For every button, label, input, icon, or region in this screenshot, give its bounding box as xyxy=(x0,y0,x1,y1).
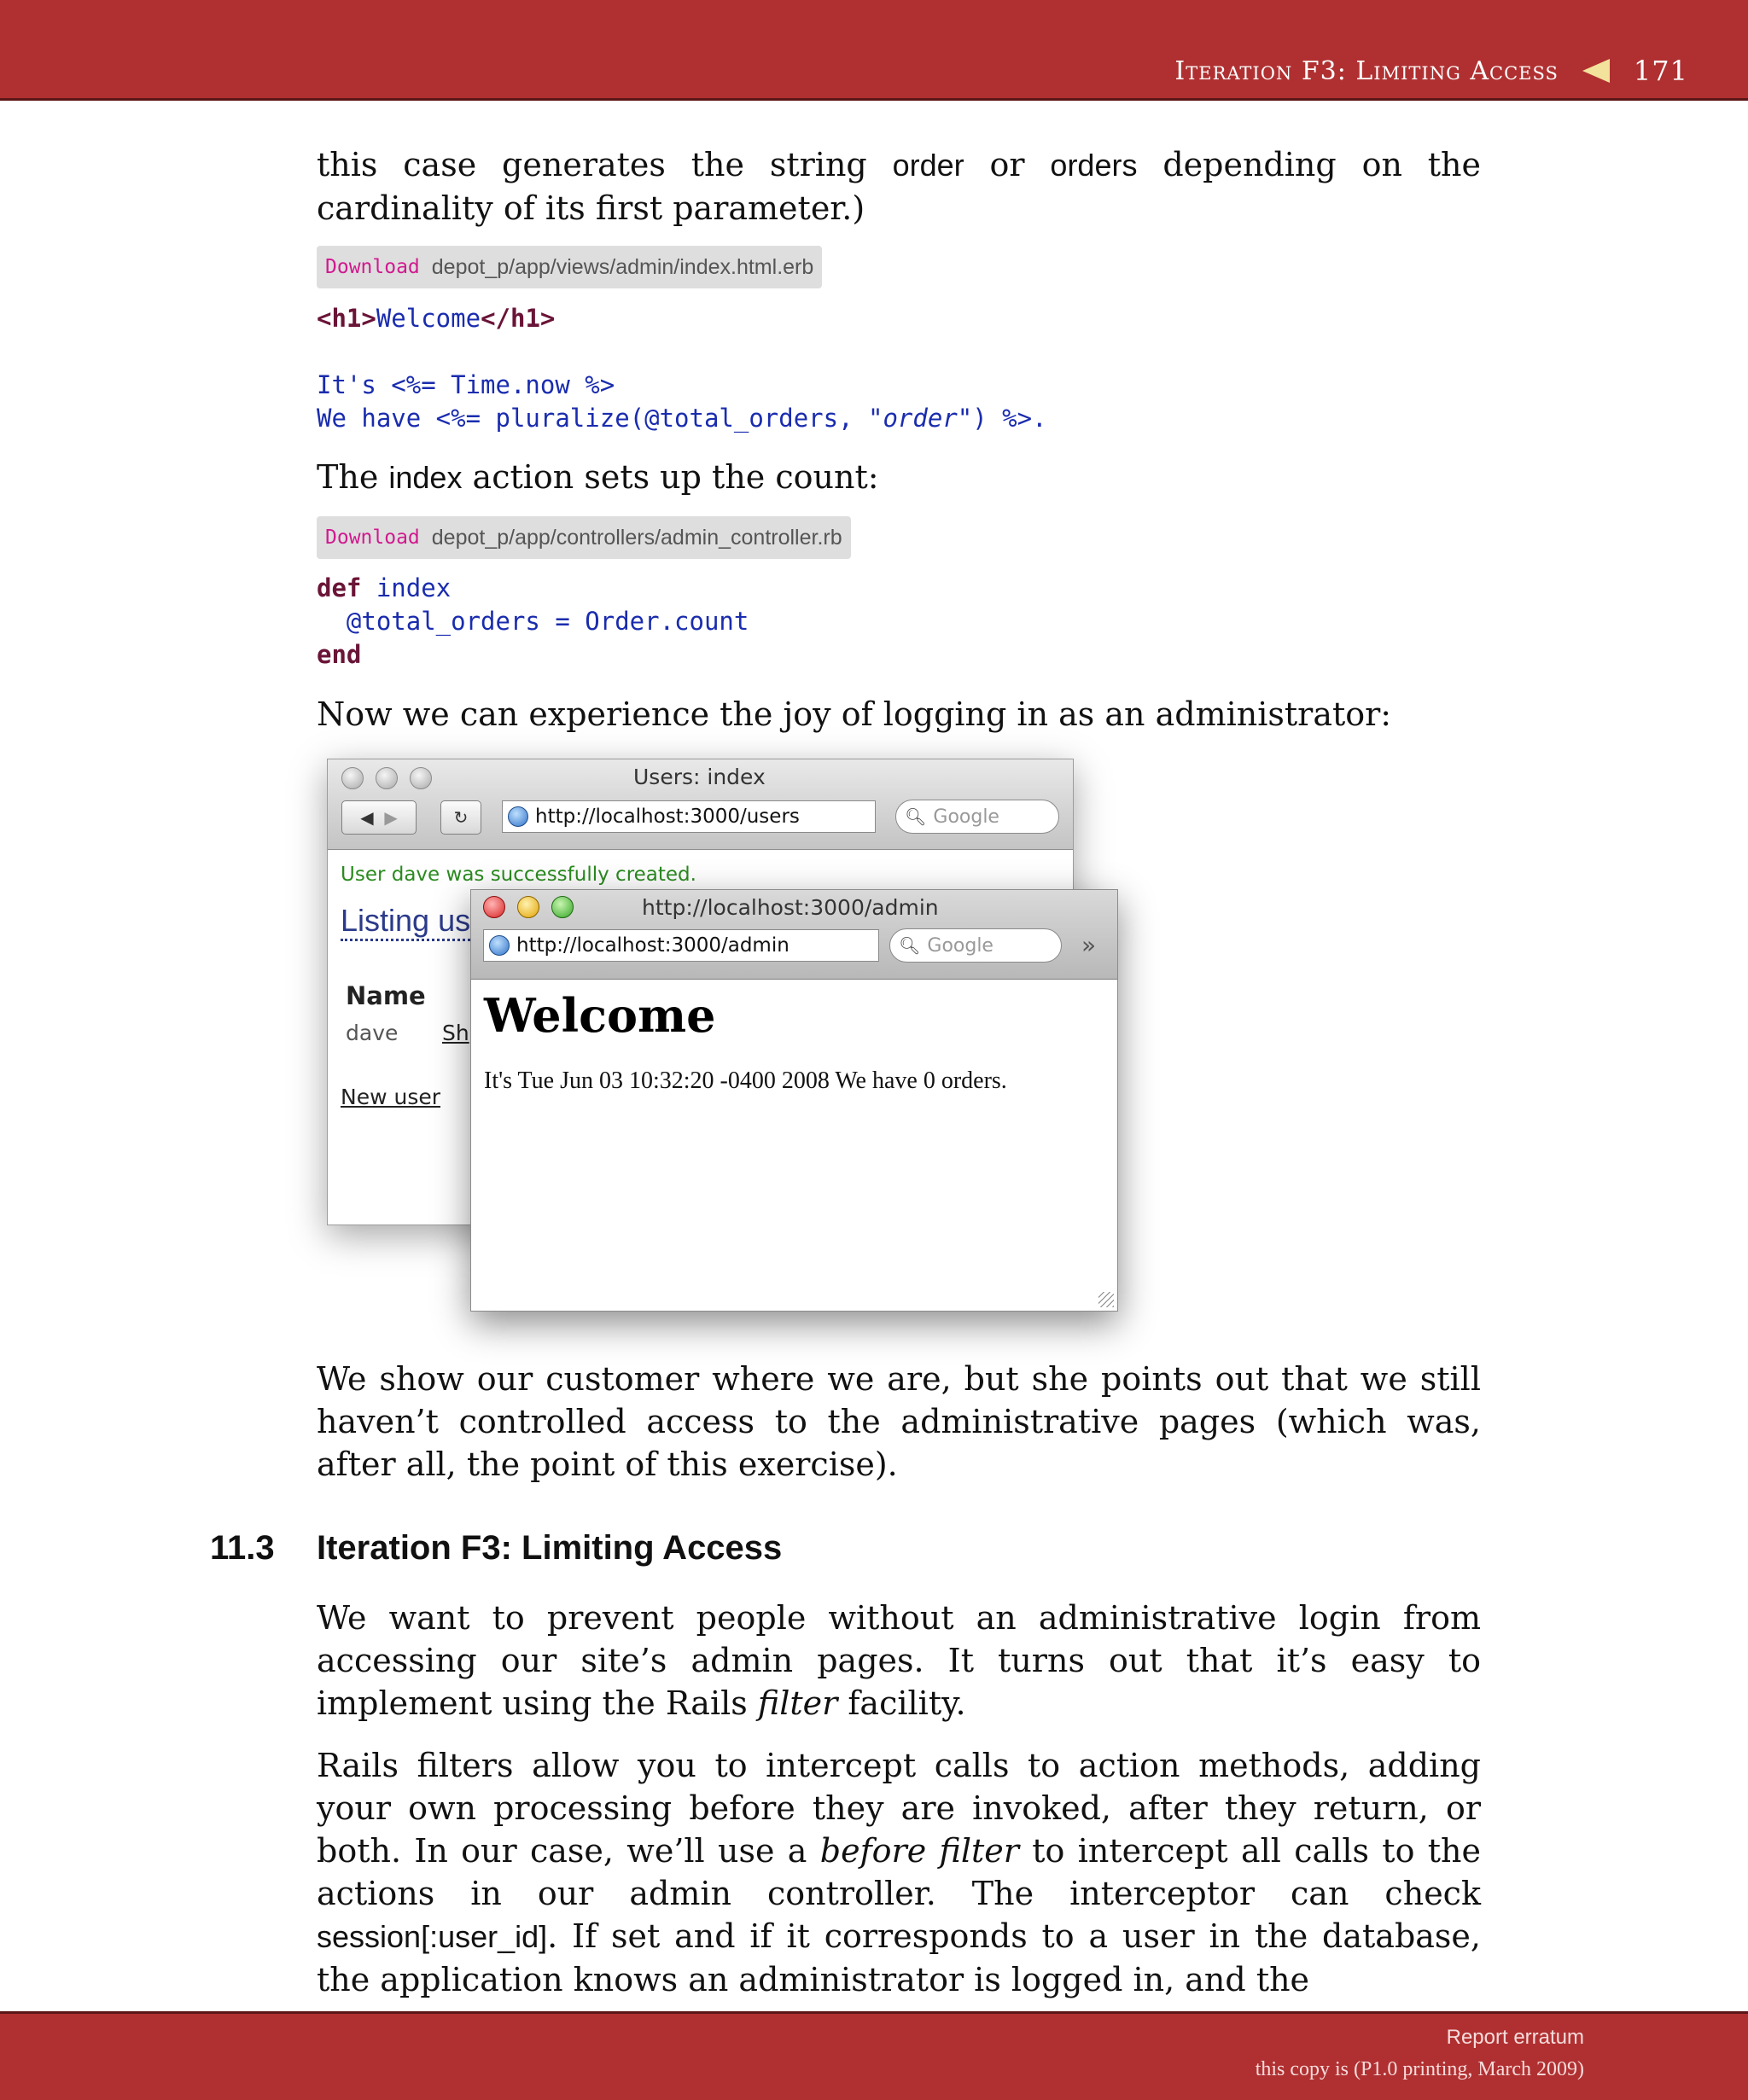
para6-text-c: . If set and if it corresponds to a user in the database, the application knows an administrator is logged in, and the xyxy=(317,1917,1481,1998)
toolbar-overflow-icon[interactable]: » xyxy=(1081,931,1097,959)
cell-user-name: dave xyxy=(346,1021,399,1045)
page-header xyxy=(0,0,1748,101)
page-body-text: It's Tue Jun 03 10:32:20 -0400 2008 We have 0 orders. xyxy=(484,1067,1007,1094)
resize-grip-icon[interactable] xyxy=(1098,1292,1114,1307)
running-title: Iteration F3: Limiting Access xyxy=(1174,55,1559,86)
zoom-icon[interactable] xyxy=(410,767,432,789)
globe-icon xyxy=(508,806,528,827)
para3-text: Now we can experience the joy of logging in as an administrator: xyxy=(317,695,1392,733)
browser-window-admin xyxy=(470,889,1118,1312)
copy-notice: this copy is (P1.0 printing, March 2009) xyxy=(1255,2058,1584,2080)
para5-text-b: facility. xyxy=(837,1684,966,1722)
paragraph-5 xyxy=(317,1597,1481,1725)
download-link[interactable]: Download xyxy=(325,526,420,549)
code-line-pluralize-b: ) %>. xyxy=(972,404,1047,433)
url-text: http://localhost:3000/users xyxy=(535,806,800,828)
download-path: depot_p/app/views/admin/index.html.erb xyxy=(431,254,814,279)
code-line-time: It's <%= Time.now %> xyxy=(317,370,615,399)
address-bar[interactable] xyxy=(483,929,879,962)
listing-heading: Listing us xyxy=(341,903,470,941)
download-link[interactable]: Download xyxy=(325,256,420,278)
paragraph-4 xyxy=(317,1358,1481,1486)
globe-icon xyxy=(489,935,510,956)
code-block-erb xyxy=(317,302,1047,435)
new-user-link[interactable]: New user xyxy=(341,1085,441,1109)
para1-text-c: depending on the cardinality of its first parameter.) xyxy=(317,146,1482,227)
forward-arrow-icon[interactable]: ▶ xyxy=(384,807,398,828)
section-title: Iteration F3: Limiting Access xyxy=(317,1529,783,1567)
search-field[interactable] xyxy=(889,928,1062,963)
download-tag-2 xyxy=(317,516,851,559)
code-line-pluralize-a: We have <%= pluralize(@total_orders, xyxy=(317,404,869,433)
download-tag-1 xyxy=(317,246,822,288)
para1-text-b: or xyxy=(964,146,1051,183)
paragraph-3 xyxy=(317,693,1481,736)
previous-page-arrow-icon[interactable] xyxy=(1582,59,1610,83)
page-number: 171 xyxy=(1633,55,1688,87)
inline-code-session: session[:user_id] xyxy=(317,1919,548,1954)
para4-text: We show our customer where we are, but she points out that we still haven’t controlled access to the administrative pages (which was, after all, the point of this exercise). xyxy=(317,1360,1481,1483)
reload-icon: ↻ xyxy=(453,807,469,828)
code-line-body: @total_orders = Order.count xyxy=(317,607,749,636)
paragraph-1 xyxy=(317,143,1481,230)
search-icon: 🔍︎ xyxy=(899,935,921,956)
paragraph-6 xyxy=(317,1744,1481,2001)
close-icon[interactable] xyxy=(483,896,505,918)
close-icon[interactable] xyxy=(341,767,364,789)
browser-screenshot xyxy=(317,755,1133,1327)
column-header-name: Name xyxy=(346,981,426,1010)
url-text: http://localhost:3000/admin xyxy=(516,934,790,957)
para6-text-a: Rails filters allow you to intercept calls to action methods, adding your own processing before they are invoked, after they return, or both. In our case, we’ll use a xyxy=(317,1747,1481,1870)
para2-text-b: action sets up the count: xyxy=(462,458,879,496)
code-string: "order" xyxy=(868,404,973,433)
window-chrome xyxy=(328,759,1073,850)
inline-code-orders: orders xyxy=(1050,148,1138,183)
window-chrome xyxy=(471,890,1117,980)
minimize-icon[interactable] xyxy=(517,896,539,918)
code-text: Welcome xyxy=(376,304,481,333)
search-placeholder: Google xyxy=(927,934,993,957)
download-path: depot_p/app/controllers/admin_controller.rb xyxy=(431,525,842,550)
code-keyword-end: end xyxy=(317,640,362,669)
zoom-icon[interactable] xyxy=(551,896,574,918)
window-title: http://localhost:3000/admin xyxy=(642,895,939,920)
page-heading: Welcome xyxy=(484,988,716,1043)
paragraph-2 xyxy=(317,456,1481,499)
code-block-ruby xyxy=(317,572,749,672)
minimize-icon[interactable] xyxy=(376,767,398,789)
code-keyword-def: def xyxy=(317,573,362,602)
page-footer xyxy=(0,2011,1748,2100)
report-erratum-link[interactable]: Report erratum xyxy=(1446,2026,1584,2049)
para6-emphasis: before filter xyxy=(819,1832,1019,1870)
back-forward-buttons[interactable] xyxy=(341,800,417,835)
reload-button[interactable] xyxy=(440,800,481,835)
para5-emphasis: filter xyxy=(757,1684,838,1722)
para5-text-a: We want to prevent people without an administrative login from accessing our site’s admin pages. It turns out that it’s easy to implement using the Rails xyxy=(317,1599,1481,1722)
address-bar[interactable] xyxy=(502,800,876,833)
flash-notice: User dave was successfully created. xyxy=(341,864,696,886)
code-tag-close: </h1> xyxy=(481,304,556,333)
inline-code-index: index xyxy=(388,460,463,495)
code-method-name: index xyxy=(361,573,452,602)
search-icon: 🔍︎ xyxy=(905,806,927,827)
search-placeholder: Google xyxy=(933,806,999,828)
para6-text-b: to intercept all calls to the actions in our admin controller. The interceptor can check xyxy=(317,1832,1481,1912)
para1-text-a: this case generates the string xyxy=(317,146,893,183)
para2-text-a: The xyxy=(317,458,389,496)
window-title: Users: index xyxy=(633,765,766,789)
search-field[interactable] xyxy=(895,800,1059,834)
back-arrow-icon[interactable]: ◀ xyxy=(360,807,374,828)
show-link[interactable]: Sh xyxy=(442,1021,469,1045)
inline-code-order: order xyxy=(892,148,964,183)
code-tag-open: <h1> xyxy=(317,304,376,333)
section-number: 11.3 xyxy=(210,1529,275,1567)
header-right xyxy=(1174,55,1688,87)
